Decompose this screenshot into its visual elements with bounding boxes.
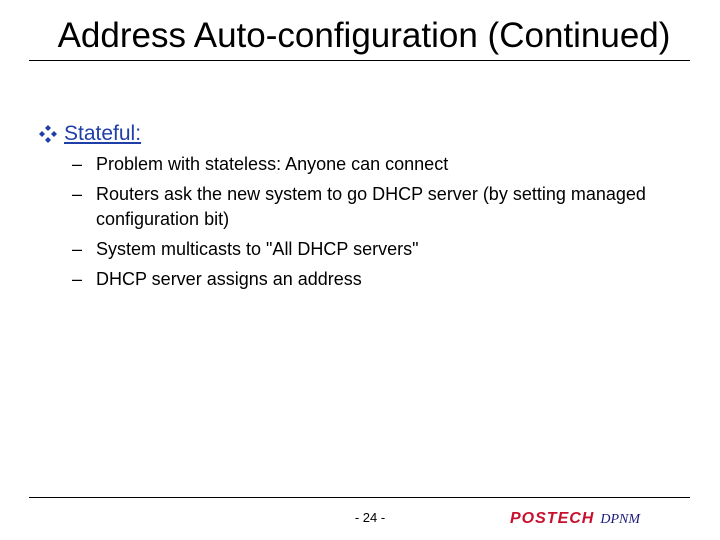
list-item [72,237,672,262]
diamond-bullet-icon [38,124,58,144]
dash-bullet: – [72,184,83,204]
sub-bullet-list [72,152,672,297]
title-divider [29,60,690,61]
list-item-text: DHCP server assigns an address [96,269,362,289]
list-item-text: System multicasts to "All DHCP servers" [96,239,419,259]
list-item [72,267,672,292]
postech-logo [510,510,640,530]
dash-bullet: – [72,239,83,259]
footer-divider [29,497,690,498]
list-item-text: Problem with stateless: Anyone can connect [96,154,449,174]
dash-bullet: – [72,154,83,174]
logo-subtext: DPNM [600,512,641,527]
section-bullet [38,120,141,148]
dash-bullet: – [72,269,83,289]
slide-title: Address Auto-configuration (Continued) [57,16,671,55]
list-item [72,182,672,232]
logo-wordmark: POSTECH [510,510,595,527]
section-heading[interactable]: Stateful: [64,122,142,145]
list-item-text: Routers ask the new system to go DHCP server (by setting managed configuration bit) [96,184,646,229]
list-item [72,152,672,177]
page-number: - 24 - [354,510,386,525]
